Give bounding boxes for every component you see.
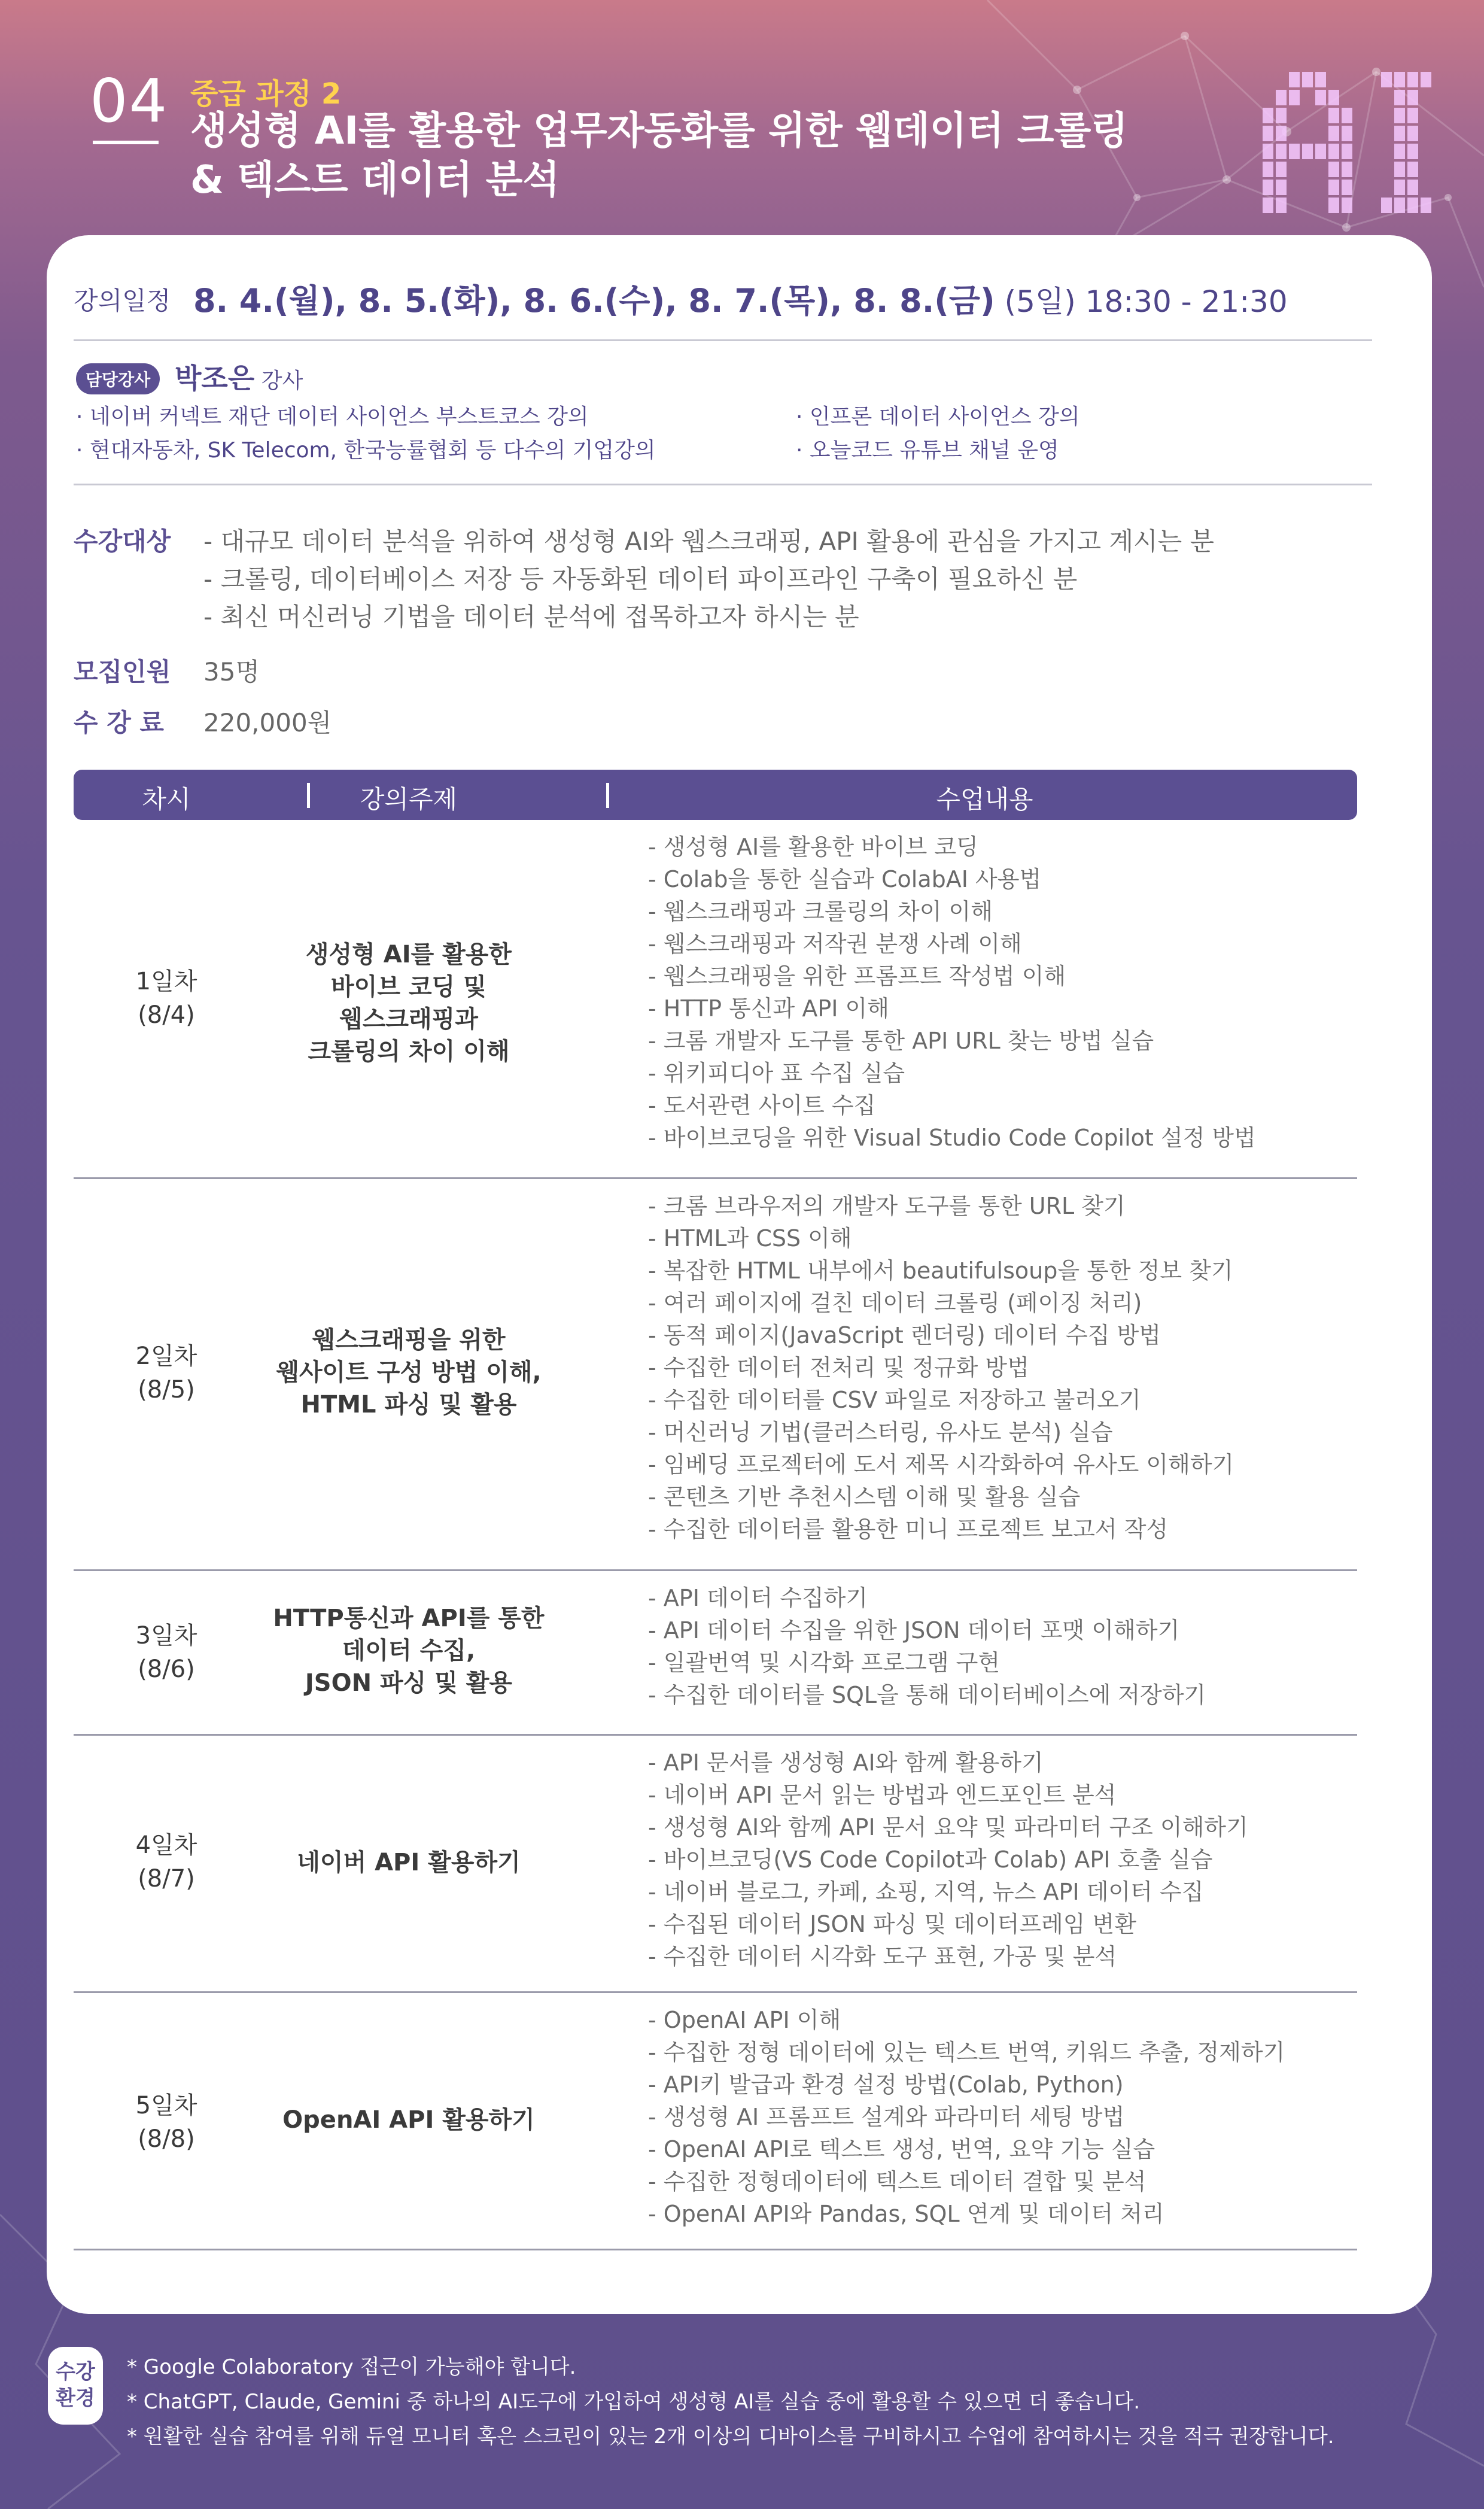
instructor-career-2: · 인프론 데이터 사이언스 강의 — [796, 405, 1080, 429]
list-item: - 웹스크래핑과 크롤링의 차이 이해 — [648, 898, 993, 925]
row-session — [74, 1828, 259, 1896]
list-item: - 수집한 정형데이터에 텍스트 데이터 결합 및 분석 — [648, 2168, 1147, 2195]
row-session — [74, 1339, 259, 1407]
environment-badge-line: 환경 — [56, 2386, 95, 2410]
course-title — [190, 107, 1237, 205]
list-item: - 수집한 데이터 시각화 도구 표현, 가공 및 분석 — [648, 1943, 1117, 1970]
list-item: - 생성형 AI를 활용한 바이브 코딩 — [648, 834, 978, 860]
row-topic-line: 웹스크래핑을 위한 — [312, 1326, 506, 1354]
list-item: - API 데이터 수집을 위한 JSON 데이터 포맷 이해하기 — [648, 1617, 1180, 1644]
schedule-days-time: (5일) 18:30 - 21:30 — [995, 284, 1288, 319]
row-divider — [74, 2249, 1357, 2250]
fee-value: 220,000원 — [203, 708, 332, 737]
list-item: - 수집한 정형 데이터에 있는 텍스트 번역, 키워드 추출, 정제하기 — [648, 2039, 1285, 2065]
schedule-value — [193, 275, 1288, 321]
instructor-career-1: · 네이버 커넥트 재단 데이터 사이언스 부스트코스 강의 — [76, 405, 589, 429]
divider — [74, 339, 1372, 341]
list-item: - 수집한 데이터 전처리 및 정규화 방법 — [648, 1354, 1029, 1381]
table-row — [74, 1736, 1357, 1993]
list-item: - 도서관련 사이트 수집 — [648, 1092, 876, 1119]
target-line-2: - 크롤링, 데이터베이스 저장 등 자동화된 데이터 파이프라인 구축이 필요하신 분 — [203, 564, 1078, 594]
row-content-list — [648, 1190, 1234, 1545]
divider — [74, 484, 1372, 485]
course-number: 04 — [90, 66, 169, 136]
table-row — [74, 1993, 1357, 2250]
row-day: 1일차 — [135, 968, 197, 995]
row-topic-line: OpenAI API 활용하기 — [282, 2106, 535, 2134]
row-day: 3일차 — [135, 1622, 197, 1650]
col-session: 차시 — [142, 785, 191, 814]
row-date: (8/6) — [138, 1656, 195, 1683]
row-topic-line: HTTP통신과 API를 통한 — [273, 1605, 545, 1632]
instructor-badge: 담당강사 — [76, 363, 160, 394]
instructor-career-3: · 현대자동차, SK Telecom, 한국능률협회 등 다수의 기업강의 — [76, 438, 656, 463]
list-item: - Colab을 통한 실습과 ColabAI 사용법 — [648, 866, 1042, 892]
row-topic — [271, 938, 546, 1068]
row-day: 5일차 — [135, 2092, 197, 2119]
list-item: - 동적 페이지(JavaScript 렌더링) 데이터 수집 방법 — [648, 1322, 1161, 1348]
instructor-career-4: · 오늘코드 유튜브 채널 운영 — [796, 438, 1059, 463]
row-session — [74, 1619, 259, 1686]
environment-badge — [48, 2347, 103, 2425]
table-row — [74, 1179, 1357, 1571]
row-topic — [271, 1602, 546, 1699]
row-day: 4일차 — [135, 1831, 197, 1859]
list-item: - 위키피디아 표 수집 실습 — [648, 1060, 905, 1086]
schedule-row — [74, 281, 1288, 320]
schedule-dates: 8. 4.(월), 8. 5.(화), 8. 6.(수), 8. 7.(목), 8. 8.(금) — [193, 282, 995, 320]
row-date: (8/4) — [138, 1001, 195, 1029]
row-date: (8/8) — [138, 2125, 195, 2153]
list-item: - 바이브코딩을 위한 Visual Studio Code Copilot 설정 방법 — [648, 1125, 1256, 1151]
target-label: 수강대상 — [74, 527, 171, 556]
instructor-name — [175, 357, 303, 396]
list-item: - 콘텐츠 기반 추천시스템 이해 및 활용 실습 — [648, 1484, 1081, 1510]
list-item: - 네이버 블로그, 카페, 쇼핑, 지역, 뉴스 API 데이터 수집 — [648, 1879, 1204, 1905]
row-content-list — [648, 1582, 1206, 1711]
list-item: - 머신러닝 기법(클러스터링, 유사도 분석) 실습 — [648, 1419, 1113, 1445]
list-item: - OpenAI API와 Pandas, SQL 연계 및 데이터 처리 — [648, 2201, 1164, 2227]
curriculum-table-header — [74, 770, 1357, 820]
list-item: - 수집한 데이터를 SQL을 통해 데이터베이스에 저장하기 — [648, 1682, 1206, 1708]
row-topic-line: HTML 파싱 및 활용 — [300, 1391, 517, 1418]
table-row — [74, 820, 1357, 1179]
environment-note: * ChatGPT, Claude, Gemini 중 하나의 AI도구에 가입하여 생성형 AI를 실습 중에 활용할 수 있으면 더 좋습니다. — [127, 2390, 1141, 2414]
row-content-list — [648, 1746, 1248, 1973]
list-item: - API 데이터 수집하기 — [648, 1585, 868, 1611]
instructor-suffix: 강사 — [254, 369, 303, 393]
list-item: - 임베딩 프로젝터에 도서 제목 시각화하여 유사도 이해하기 — [648, 1451, 1234, 1478]
list-item: - 네이버 API 문서 읽는 방법과 엔드포인트 분석 — [648, 1782, 1117, 1808]
row-content-list — [648, 831, 1256, 1154]
list-item: - 복잡한 HTML 내부에서 beautifulsoup을 통한 정보 찾기 — [648, 1257, 1233, 1284]
col-topic: 강의주제 — [360, 785, 458, 814]
row-topic-line: 웹사이트 구성 방법 이해, — [276, 1359, 542, 1386]
row-topic-line: JSON 파싱 및 활용 — [305, 1669, 513, 1697]
instructor-name-text: 박조은 — [175, 362, 255, 394]
list-item: - HTTP 통신과 API 이해 — [648, 995, 889, 1022]
row-topic-line: 네이버 API 활용하기 — [297, 1849, 521, 1876]
target-line-1: - 대규모 데이터 분석을 위하여 생성형 AI와 웹스크래핑, API 활용에 관심을 가지고 계시는 분 — [203, 527, 1215, 556]
row-topic — [271, 1324, 546, 1421]
col-content: 수업내용 — [936, 785, 1033, 814]
row-date: (8/5) — [138, 1376, 195, 1404]
row-day: 2일차 — [135, 1342, 197, 1370]
environment-note: * 원활한 실습 참여를 위해 듀얼 모니터 혹은 스크린이 있는 2개 이상의 디바이스를 구비하시고 수업에 참여하시는 것을 적극 권장합니다. — [127, 2425, 1334, 2449]
header-divider — [606, 783, 609, 808]
list-item: - 수집한 데이터를 활용한 미니 프로젝트 보고서 작성 — [648, 1516, 1169, 1542]
row-date: (8/7) — [138, 1865, 195, 1893]
list-item: - OpenAI API 이해 — [648, 2007, 841, 2033]
schedule-label: 강의일정 — [74, 286, 171, 315]
list-item: - 웹스크래핑과 저작권 분쟁 사례 이해 — [648, 931, 1022, 957]
list-item: - 바이브코딩(VS Code Copilot과 Colab) API 호출 실습 — [648, 1846, 1213, 1873]
row-content-list — [648, 2004, 1285, 2230]
pixel-ai-logo-icon — [1263, 66, 1436, 215]
target-line-3: - 최신 머신러닝 기법을 데이터 분석에 접목하고자 하시는 분 — [203, 602, 859, 631]
row-session — [74, 965, 259, 1032]
row-topic-line: 생성형 AI를 활용한 — [305, 941, 512, 968]
row-topic — [271, 2104, 546, 2136]
list-item: - 크롬 개발자 도구를 통한 API URL 찾는 방법 실습 — [648, 1028, 1154, 1054]
list-item: - 크롬 브라우저의 개발자 도구를 통한 URL 찾기 — [648, 1193, 1126, 1219]
row-topic-line: 데이터 수집, — [342, 1637, 476, 1664]
row-session — [74, 2089, 259, 2156]
row-topic-line: 바이브 코딩 및 — [331, 973, 486, 1001]
row-topic-line: 웹스크래핑과 — [339, 1006, 478, 1033]
course-title-line-1: 생성형 AI를 활용한 업무자동화를 위한 웹데이터 크롤링 — [190, 109, 1129, 153]
row-topic-line: 크롤링의 차이 이해 — [308, 1038, 510, 1065]
capacity-label: 모집인원 — [74, 657, 171, 687]
number-underline — [93, 141, 159, 144]
fee-label: 수 강 료 — [74, 708, 164, 737]
environment-badge-line: 수강 — [56, 2360, 95, 2384]
list-item: - 생성형 AI 프롬프트 설계와 파라미터 세팅 방법 — [648, 2104, 1125, 2130]
list-item: - HTML과 CSS 이해 — [648, 1225, 852, 1252]
list-item: - API키 발급과 환경 설정 방법(Colab, Python) — [648, 2071, 1124, 2098]
list-item: - 생성형 AI와 함께 API 문서 요약 및 파라미터 구조 이해하기 — [648, 1814, 1248, 1840]
environment-note: * Google Colaboratory 접근이 가능해야 합니다. — [127, 2355, 576, 2379]
course-level: 중급 과정 2 — [190, 77, 342, 111]
list-item: - 수집된 데이터 JSON 파싱 및 데이터프레임 변환 — [648, 1911, 1136, 1937]
list-item: - 일괄번역 및 시각화 프로그램 구현 — [648, 1650, 1001, 1676]
list-item: - API 문서를 생성형 AI와 함께 활용하기 — [648, 1749, 1044, 1776]
list-item: - 여러 페이지에 걸친 데이터 크롤링 (페이징 처리) — [648, 1290, 1142, 1316]
list-item: - 웹스크래핑을 위한 프롬프트 작성법 이해 — [648, 963, 1066, 989]
course-title-line-2: & 텍스트 데이터 분석 — [190, 158, 560, 202]
capacity-value: 35명 — [203, 657, 260, 687]
table-row — [74, 1571, 1357, 1736]
row-topic — [271, 1846, 546, 1879]
list-item: - 수집한 데이터를 CSV 파일로 저장하고 불러오기 — [648, 1387, 1141, 1413]
list-item: - OpenAI API로 텍스트 생성, 번역, 요약 기능 실습 — [648, 2136, 1155, 2162]
